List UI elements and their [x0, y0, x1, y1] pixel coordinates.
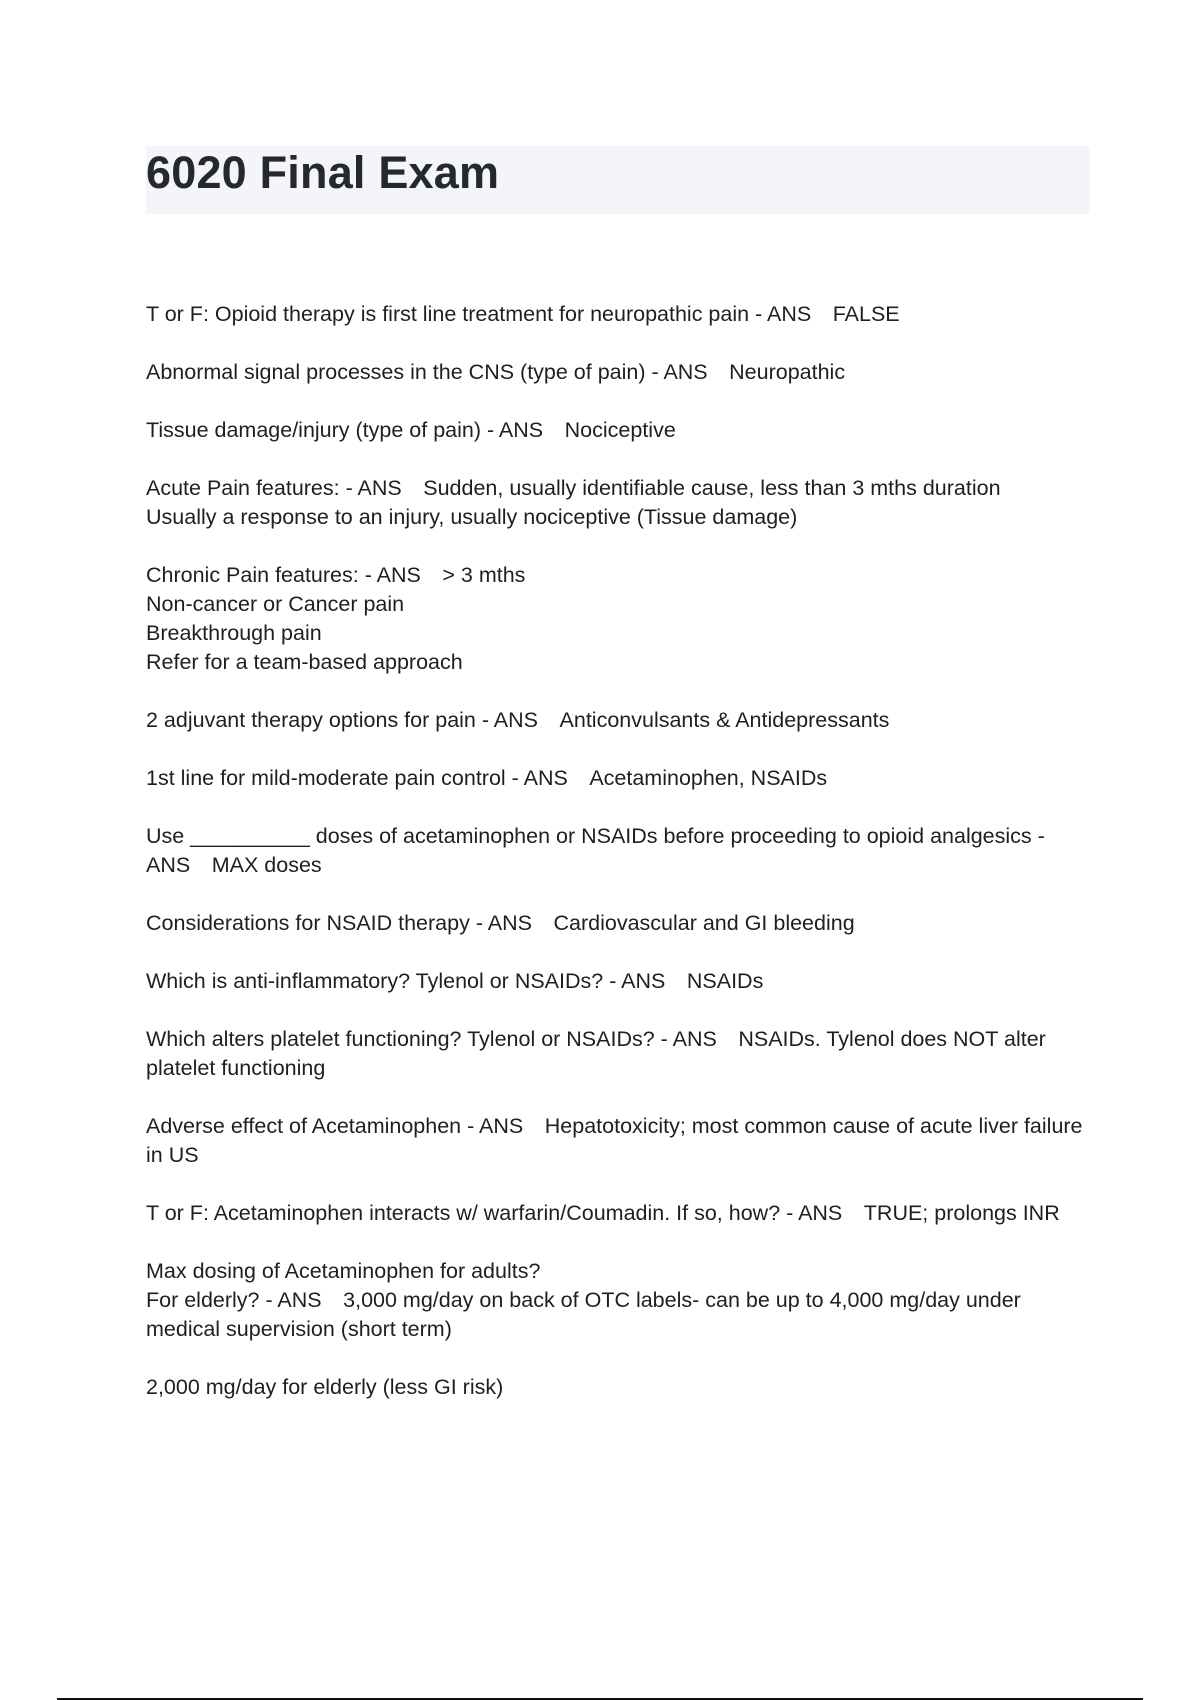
answer: 2,000 mg/day for elderly (less GI risk) [146, 1375, 504, 1399]
question: 2 adjuvant therapy options for pain - ANS [146, 708, 539, 732]
answer: NSAIDs [686, 969, 764, 993]
qa-item [146, 967, 1086, 996]
answer: Anticonvulsants & Antidepressants [559, 708, 890, 732]
question: Tissue damage/injury (type of pain) - ANS [146, 418, 544, 442]
answer: Cardiovascular and GI bleeding [553, 911, 855, 935]
question: Acute Pain features: - ANS [146, 476, 402, 500]
document-title: 6020 Final Exam [146, 147, 500, 198]
answer: Hepatotoxicity; most common cause of acute liver failure in US [146, 1114, 1083, 1167]
answer: Nociceptive [564, 418, 676, 442]
answer: NSAIDs. Tylenol does NOT alter platelet functioning [146, 1027, 1046, 1080]
qa-item [146, 1112, 1086, 1170]
answer: Neuropathic [729, 360, 846, 384]
question: Considerations for NSAID therapy - ANS [146, 911, 532, 935]
question: T or F: Acetaminophen interacts w/ warfarin/Coumadin. If so, how? - ANS [146, 1201, 843, 1225]
question: Which alters platelet functioning? Tylenol or NSAIDs? - ANS [146, 1027, 717, 1051]
qa-list [146, 300, 1086, 1431]
qa-item [146, 561, 1086, 677]
qa-item [146, 1025, 1086, 1083]
question: Adverse effect of Acetaminophen - ANS [146, 1114, 524, 1138]
qa-item [146, 474, 1086, 532]
question: 1st line for mild-moderate pain control - ANS [146, 766, 568, 790]
answer: TRUE; prolongs INR [863, 1201, 1060, 1225]
question: Max dosing of Acetaminophen for adults? For elderly? - ANS [146, 1259, 541, 1312]
question: T or F: Opioid therapy is first line treatment for neuropathic pain - ANS [146, 302, 812, 326]
answer: Sudden, usually identifiable cause, less than 3 mths duration Usually a response to an injury, usually nociceptive (Tissue damage) [146, 476, 1001, 529]
answer: > 3 mths Non-cancer or Cancer pain Breakthrough pain Refer for a team-based approach [146, 563, 526, 674]
qa-item [146, 909, 1086, 938]
question: Chronic Pain features: - ANS [146, 563, 421, 587]
qa-item [146, 706, 1086, 735]
qa-item [146, 416, 1086, 445]
question: Which is anti-inflammatory? Tylenol or NSAIDs? - ANS [146, 969, 666, 993]
qa-item [146, 822, 1086, 880]
qa-item [146, 358, 1086, 387]
answer: FALSE [832, 302, 900, 326]
answer: Acetaminophen, NSAIDs [589, 766, 828, 790]
question: Use __________ doses of acetaminophen or NSAIDs before proceeding to opioid analgesics - ANS [146, 824, 1045, 877]
qa-item [146, 300, 1086, 329]
qa-item [146, 1199, 1086, 1228]
qa-item-continuation [146, 1373, 1086, 1402]
question: Abnormal signal processes in the CNS (type of pain) - ANS [146, 360, 708, 384]
qa-item [146, 1257, 1086, 1344]
answer: 3,000 mg/day on back of OTC labels- can be up to 4,000 mg/day under medical supervision (short term) [146, 1288, 1021, 1341]
answer: MAX doses [211, 853, 322, 877]
qa-item [146, 764, 1086, 793]
